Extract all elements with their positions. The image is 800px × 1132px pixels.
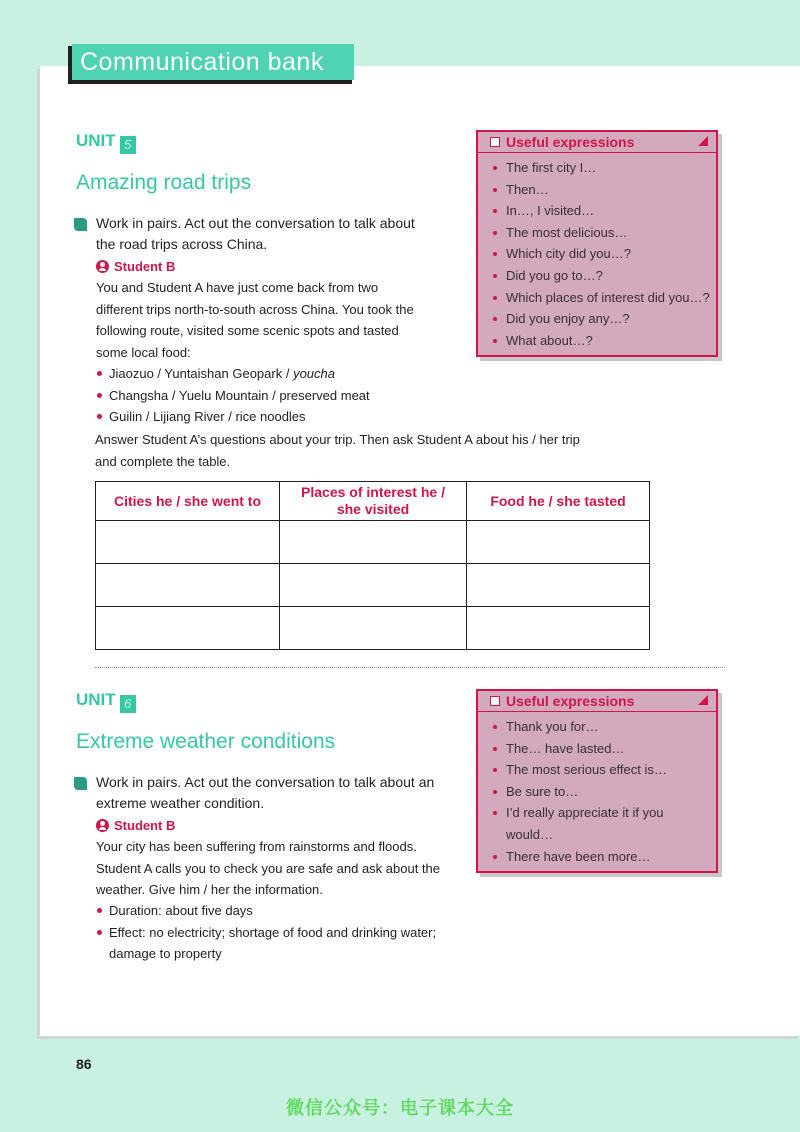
list-item: The… have lasted… bbox=[478, 738, 716, 760]
table-cell[interactable] bbox=[96, 607, 280, 650]
page-title: Communication bank bbox=[72, 44, 354, 80]
list-item: Guilin / Lijiang River / rice noodles bbox=[96, 406, 370, 428]
list-item: Effect: no electricity; shortage of food and drinking water; damage to property bbox=[96, 922, 456, 965]
list-item: Duration: about five days bbox=[96, 900, 456, 922]
unit-6-label bbox=[76, 690, 136, 713]
table-cell[interactable] bbox=[280, 521, 467, 564]
table-cell[interactable] bbox=[96, 521, 280, 564]
table-cell[interactable] bbox=[96, 564, 280, 607]
unit-6-info-list bbox=[96, 900, 456, 965]
intro-line: Student A calls you to check you are safe and ask about the bbox=[96, 860, 441, 876]
list-item: Did you go to…? bbox=[478, 265, 716, 287]
expressions-list bbox=[478, 712, 716, 871]
expressions-header bbox=[478, 132, 716, 153]
list-item: The first city I… bbox=[478, 157, 716, 179]
expressions-header bbox=[478, 691, 716, 712]
instruction-line: and complete the table. bbox=[95, 453, 231, 469]
column-header: Places of interest he / she visited bbox=[280, 482, 467, 521]
corner-triangle-icon bbox=[698, 695, 708, 705]
table-row bbox=[96, 521, 650, 564]
expressions-title: Useful expressions bbox=[506, 134, 635, 150]
student-name: Student B bbox=[114, 818, 176, 833]
unit-6-intro bbox=[96, 836, 440, 901]
person-icon bbox=[96, 819, 109, 832]
list-item: Which places of interest did you…? bbox=[478, 287, 716, 309]
list-item: In…, I visited… bbox=[478, 200, 716, 222]
list-item: What about…? bbox=[478, 330, 716, 352]
column-header: Cities he / she went to bbox=[96, 482, 280, 521]
table-row bbox=[96, 564, 650, 607]
checkbox-square-icon bbox=[490, 137, 500, 147]
list-item: Be sure to… bbox=[478, 781, 716, 803]
trip-table bbox=[95, 481, 650, 650]
unit-5-instructions bbox=[95, 429, 580, 472]
unit-label-text: UNIT bbox=[76, 690, 116, 709]
list-item: Then… bbox=[478, 179, 716, 201]
task-line: Work in pairs. Act out the conversation to talk about bbox=[96, 215, 415, 231]
list-item: The most delicious… bbox=[478, 222, 716, 244]
task-line: extreme weather condition. bbox=[96, 795, 265, 811]
unit-5-task bbox=[96, 213, 415, 255]
table-cell[interactable] bbox=[280, 564, 467, 607]
unit-5-label bbox=[76, 131, 136, 154]
intro-line: You and Student A have just come back from two bbox=[96, 280, 379, 295]
list-item: Which city did you…? bbox=[478, 243, 716, 265]
table-row bbox=[96, 607, 650, 650]
unit-number-badge: 5 bbox=[120, 136, 136, 154]
intro-line: weather. Give him / her the information. bbox=[96, 882, 323, 898]
unit-5-title: Amazing road trips bbox=[76, 171, 252, 194]
table-cell[interactable] bbox=[467, 521, 650, 564]
section-divider bbox=[95, 667, 725, 668]
list-item: I’d really appreciate it if you would… bbox=[478, 802, 716, 845]
unit-5-useful-expressions bbox=[476, 130, 718, 357]
expressions-list bbox=[478, 153, 716, 355]
task-icon bbox=[74, 777, 87, 790]
task-line: the road trips across China. bbox=[96, 236, 268, 252]
intro-line: some local food: bbox=[96, 344, 191, 360]
intro-line: Your city has been suffering from rainstorms and floods. bbox=[96, 839, 417, 854]
task-line: Work in pairs. Act out the conversation to talk about an bbox=[96, 774, 435, 790]
unit-number-badge: 6 bbox=[120, 695, 136, 713]
table-cell[interactable] bbox=[467, 607, 650, 650]
instruction-line: Answer Student A’s questions about your trip. Then ask Student A about his / her trip bbox=[95, 432, 580, 447]
table-cell[interactable] bbox=[280, 607, 467, 650]
table-cell[interactable] bbox=[467, 564, 650, 607]
page-number: 86 bbox=[76, 1056, 92, 1072]
table-header-row bbox=[96, 482, 650, 521]
unit-6-useful-expressions bbox=[476, 689, 718, 873]
task-icon bbox=[74, 218, 87, 231]
intro-line: following route, visited some scenic spots and tasted bbox=[96, 323, 399, 339]
corner-triangle-icon bbox=[698, 136, 708, 146]
list-item: The most serious effect is… bbox=[478, 759, 716, 781]
unit-5-intro bbox=[96, 277, 414, 363]
unit-5-student-label bbox=[96, 259, 175, 275]
unit-5-route-list bbox=[96, 363, 370, 428]
unit-6-student-label bbox=[96, 818, 175, 834]
list-item: Thank you for… bbox=[478, 716, 716, 738]
list-item: Jiaozuo / Yuntaishan Geopark / youcha bbox=[96, 363, 370, 385]
expressions-title: Useful expressions bbox=[506, 693, 635, 709]
footer-watermark: 微信公众号：电子课本大全 bbox=[286, 1098, 514, 1118]
list-item: There have been more… bbox=[478, 846, 716, 868]
list-item: Changsha / Yuelu Mountain / preserved meat bbox=[96, 385, 370, 407]
unit-6-task bbox=[96, 772, 434, 814]
person-icon bbox=[96, 260, 109, 273]
unit-label-text: UNIT bbox=[76, 131, 116, 150]
checkbox-square-icon bbox=[490, 696, 500, 706]
intro-line: different trips north-to-south across China. You took the bbox=[96, 301, 414, 317]
unit-6-title: Extreme weather conditions bbox=[76, 730, 336, 753]
student-name: Student B bbox=[114, 259, 176, 274]
list-item: Did you enjoy any…? bbox=[478, 308, 716, 330]
column-header: Food he / she tasted bbox=[467, 482, 650, 521]
